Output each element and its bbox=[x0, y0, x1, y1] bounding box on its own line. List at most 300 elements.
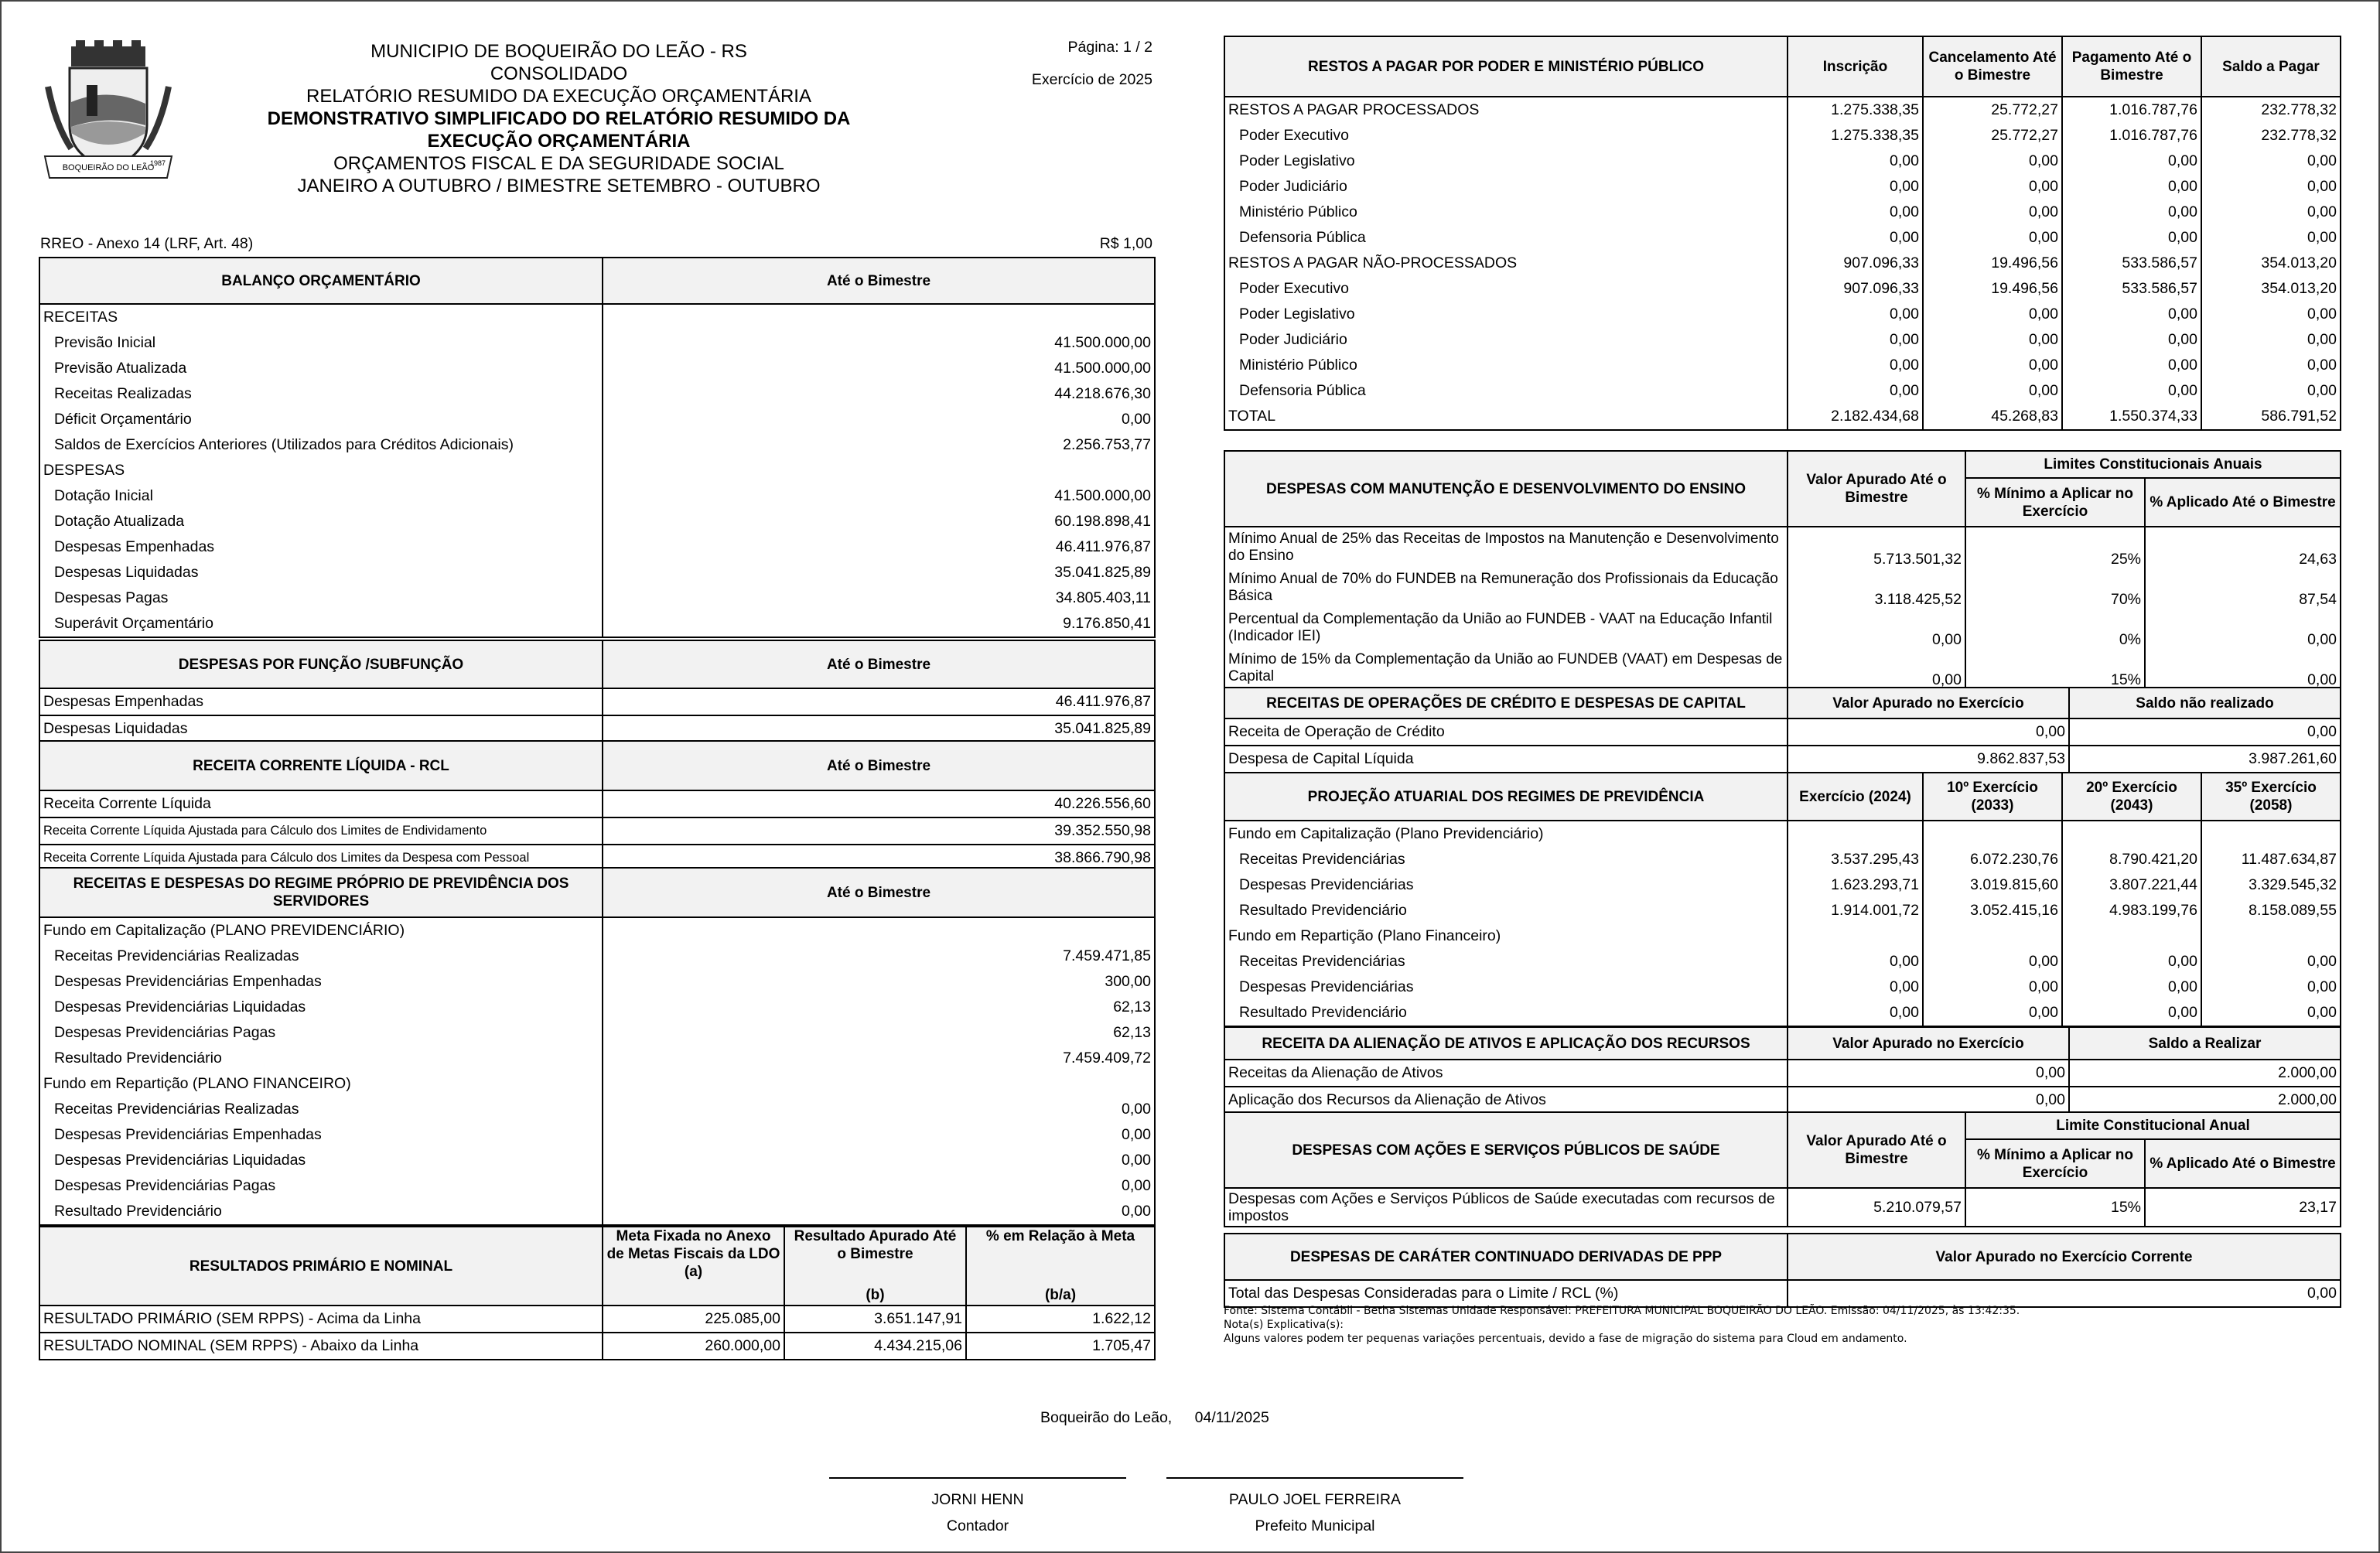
projecao-row-value-1 bbox=[1923, 923, 2062, 949]
restos-col-cancelamento: Cancelamento Até o Bimestre bbox=[1923, 36, 2062, 97]
restos-row-label: TOTAL bbox=[1224, 404, 1788, 430]
saude-row-min: 15% bbox=[1965, 1188, 2145, 1227]
restos-row-value-1: 19.496,56 bbox=[1923, 276, 2062, 302]
restos-row-value-3: 0,00 bbox=[2201, 200, 2341, 225]
rpps-row-label: Despesas Previdenciárias Empenhadas bbox=[39, 969, 603, 995]
restos-row-label: Poder Judiciário bbox=[1224, 174, 1788, 200]
restos-row-label: Ministério Público bbox=[1224, 200, 1788, 225]
restos-row-value-3: 232.778,32 bbox=[2201, 123, 2341, 148]
saude-row-apl: 23,17 bbox=[2145, 1188, 2341, 1227]
balanco-row bbox=[39, 483, 1155, 509]
resultados-title: RESULTADOS PRIMÁRIO E NOMINAL bbox=[39, 1227, 603, 1306]
ensino-row-label: Mínimo de 15% da Complementação da União ao FUNDEB (VAAT) em Despesas de Capital bbox=[1224, 648, 1788, 689]
rpps-row-label: Receitas Previdenciárias Realizadas bbox=[39, 1097, 603, 1122]
nota-title: Nota(s) Explicativa(s): bbox=[1224, 1319, 1344, 1331]
projecao-row bbox=[1224, 872, 2341, 898]
restos-row-value-0: 2.182.434,68 bbox=[1788, 404, 1923, 430]
resultados-col-a: Meta Fixada no Anexo de Metas Fiscais da LDO bbox=[606, 1228, 780, 1262]
alienacao-row-value-1: 0,00 bbox=[1788, 1087, 2069, 1114]
rpps-row bbox=[39, 1097, 1155, 1122]
restos-row-value-0: 0,00 bbox=[1788, 378, 1923, 404]
restos-row-label: RESTOS A PAGAR PROCESSADOS bbox=[1224, 97, 1788, 123]
funcao-row-label: Despesas Empenhadas bbox=[39, 688, 603, 715]
credito-row-label: Receita de Operação de Crédito bbox=[1224, 718, 1788, 746]
signature-block-2 bbox=[1166, 1486, 1463, 1539]
page-number: Página: 1 / 2 bbox=[1067, 39, 1152, 56]
funcao-row-value: 35.041.825,89 bbox=[603, 715, 1155, 742]
credito-row-value-1: 9.862.837,53 bbox=[1788, 746, 2069, 773]
rcl-col-header: Até o Bimestre bbox=[603, 741, 1155, 790]
alienacao-row-value-2: 2.000,00 bbox=[2069, 1087, 2341, 1114]
restos-row-value-0: 0,00 bbox=[1788, 225, 1923, 251]
rpps-row-value: 62,13 bbox=[603, 995, 1155, 1020]
projecao-row-value-0: 3.537.295,43 bbox=[1788, 847, 1923, 872]
projecao-row-label: Fundo em Capitalização (Plano Previdenciário) bbox=[1224, 821, 1788, 847]
projecao-row-value-0: 0,00 bbox=[1788, 949, 1923, 974]
ensino-row-min: 15% bbox=[1965, 648, 2145, 689]
ensino-row-apl: 0,00 bbox=[2145, 648, 2341, 689]
restos-row-value-3: 0,00 bbox=[2201, 302, 2341, 327]
funcao-table bbox=[39, 640, 1156, 743]
projecao-row bbox=[1224, 821, 2341, 847]
restos-row-value-2: 0,00 bbox=[2062, 327, 2201, 353]
projecao-row-label: Despesas Previdenciárias bbox=[1224, 872, 1788, 898]
resultados-col-b-sub: (b) bbox=[866, 1287, 885, 1303]
funcao-title: DESPESAS POR FUNÇÃO /SUBFUNÇÃO bbox=[39, 640, 603, 688]
restos-row-value-1: 0,00 bbox=[1923, 174, 2062, 200]
periodo-label: JANEIRO A OUTUBRO / BIMESTRE SETEMBRO - OUTUBRO bbox=[297, 176, 821, 196]
restos-row-value-0: 0,00 bbox=[1788, 302, 1923, 327]
rpps-row-value bbox=[603, 1071, 1155, 1097]
projecao-row-value-1 bbox=[1923, 821, 2062, 847]
balanco-row bbox=[39, 304, 1155, 330]
projecao-row-value-3 bbox=[2201, 821, 2341, 847]
restos-row-value-1: 0,00 bbox=[1923, 148, 2062, 174]
alienacao-row bbox=[1224, 1087, 2341, 1114]
balanco-row-value: 0,00 bbox=[603, 407, 1155, 432]
footer-date-line bbox=[1040, 1409, 1269, 1427]
anexo-label: RREO - Anexo 14 (LRF, Art. 48) bbox=[40, 235, 254, 252]
ensino-col-group: Limites Constitucionais Anuais bbox=[1965, 451, 2341, 478]
restos-row-value-1: 0,00 bbox=[1923, 225, 2062, 251]
credito-title: RECEITAS DE OPERAÇÕES DE CRÉDITO E DESPESAS DE CAPITAL bbox=[1224, 688, 1788, 718]
restos-row-value-3: 0,00 bbox=[2201, 378, 2341, 404]
projecao-row-value-3 bbox=[2201, 923, 2341, 949]
restos-row-value-0: 1.275.338,35 bbox=[1788, 97, 1923, 123]
rpps-col-header: Até o Bimestre bbox=[603, 868, 1155, 917]
saude-row-valor: 5.210.079,57 bbox=[1788, 1188, 1965, 1227]
balanco-title: BALANÇO ORÇAMENTÁRIO bbox=[39, 258, 603, 304]
projecao-col-2033: 10º Exercício (2033) bbox=[1923, 773, 2062, 821]
restos-row-value-1: 0,00 bbox=[1923, 353, 2062, 378]
rpps-title: RECEITAS E DESPESAS DO REGIME PRÓPRIO DE PREVIDÊNCIA DOS SERVIDORES bbox=[39, 868, 603, 917]
ensino-row bbox=[1224, 608, 2341, 648]
footer-date: 04/11/2025 bbox=[1194, 1409, 1269, 1426]
saude-col-min: % Mínimo a Aplicar no Exercício bbox=[1965, 1139, 2145, 1188]
restos-row-value-2: 0,00 bbox=[2062, 353, 2201, 378]
restos-row-value-3: 0,00 bbox=[2201, 353, 2341, 378]
ensino-row-apl: 0,00 bbox=[2145, 608, 2341, 648]
balanco-row bbox=[39, 458, 1155, 483]
alienacao-row bbox=[1224, 1060, 2341, 1087]
projecao-row-label: Resultado Previdenciário bbox=[1224, 1000, 1788, 1026]
saude-row-label: Despesas com Ações e Serviços Públicos de Saúde executadas com recursos de impostos bbox=[1224, 1188, 1788, 1227]
restos-row-value-1: 25.772,27 bbox=[1923, 123, 2062, 148]
projecao-title: PROJEÇÃO ATUARIAL DOS REGIMES DE PREVIDÊNCIA bbox=[1224, 773, 1788, 821]
projecao-row-value-3: 8.158.089,55 bbox=[2201, 898, 2341, 923]
rpps-row-value: 0,00 bbox=[603, 1173, 1155, 1199]
projecao-row-value-3: 0,00 bbox=[2201, 1000, 2341, 1026]
rcl-row-label: Receita Corrente Líquida bbox=[39, 790, 603, 817]
restos-row-label: Poder Executivo bbox=[1224, 276, 1788, 302]
restos-col-pagamento: Pagamento Até o Bimestre bbox=[2062, 36, 2201, 97]
projecao-row-value-0: 0,00 bbox=[1788, 974, 1923, 1000]
restos-col-inscricao: Inscrição bbox=[1788, 36, 1923, 97]
rpps-row-value bbox=[603, 917, 1155, 944]
balanco-row-label: Receitas Realizadas bbox=[39, 381, 603, 407]
balanco-row-value: 41.500.000,00 bbox=[603, 483, 1155, 509]
resultados-row bbox=[39, 1333, 1155, 1360]
balanco-row-value bbox=[603, 458, 1155, 483]
projecao-row-value-0: 1.623.293,71 bbox=[1788, 872, 1923, 898]
ensino-col-valor: Valor Apurado Até o Bimestre bbox=[1788, 451, 1965, 527]
rcl-table bbox=[39, 740, 1156, 872]
ensino-row-valor: 3.118.425,52 bbox=[1788, 568, 1965, 608]
restos-row bbox=[1224, 276, 2341, 302]
rpps-row bbox=[39, 969, 1155, 995]
svg-text:1987: 1987 bbox=[149, 159, 166, 167]
restos-row bbox=[1224, 97, 2341, 123]
resultados-col-b: Resultado Apurado Até o Bimestre bbox=[794, 1228, 957, 1262]
resultados-table bbox=[39, 1226, 1156, 1360]
rpps-row-value: 0,00 bbox=[603, 1097, 1155, 1122]
ensino-row-label: Mínimo Anual de 25% das Receitas de Impostos na Manutenção e Desenvolvimento do Ensino bbox=[1224, 527, 1788, 568]
projecao-col-2024: Exercício (2024) bbox=[1788, 773, 1923, 821]
projecao-row-value-3: 11.487.634,87 bbox=[2201, 847, 2341, 872]
ensino-row-apl: 87,54 bbox=[2145, 568, 2341, 608]
ensino-row bbox=[1224, 648, 2341, 689]
restos-col-saldo: Saldo a Pagar bbox=[2201, 36, 2341, 97]
projecao-row bbox=[1224, 847, 2341, 872]
footer-local: Boqueirão do Leão, bbox=[1040, 1409, 1173, 1426]
restos-row-value-3: 586.791,52 bbox=[2201, 404, 2341, 430]
restos-row-label: RESTOS A PAGAR NÃO-PROCESSADOS bbox=[1224, 251, 1788, 276]
restos-row-label: Poder Legislativo bbox=[1224, 302, 1788, 327]
restos-row-value-2: 533.586,57 bbox=[2062, 276, 2201, 302]
balanco-row bbox=[39, 560, 1155, 585]
rpps-row bbox=[39, 917, 1155, 944]
restos-table bbox=[1224, 36, 2341, 431]
credito-col1: Valor Apurado no Exercício bbox=[1788, 688, 2069, 718]
ensino-row-valor: 5.713.501,32 bbox=[1788, 527, 1965, 568]
ppp-table bbox=[1224, 1233, 2341, 1308]
projecao-row-value-3: 0,00 bbox=[2201, 974, 2341, 1000]
projecao-row-value-0 bbox=[1788, 923, 1923, 949]
orcamentos-label: ORÇAMENTOS FISCAL E DA SEGURIDADE SOCIAL bbox=[333, 153, 784, 174]
rpps-row bbox=[39, 1071, 1155, 1097]
signature-block-1 bbox=[829, 1486, 1126, 1539]
consolidado-label: CONSOLIDADO bbox=[490, 63, 628, 84]
rcl-row-value: 39.352.550,98 bbox=[603, 817, 1155, 845]
restos-row-value-1: 0,00 bbox=[1923, 200, 2062, 225]
restos-row-value-1: 19.496,56 bbox=[1923, 251, 2062, 276]
resultados-col-c: % em Relação à Meta bbox=[985, 1228, 1135, 1244]
restos-row-value-0: 907.096,33 bbox=[1788, 276, 1923, 302]
restos-row bbox=[1224, 225, 2341, 251]
projecao-row-value-2: 0,00 bbox=[2062, 974, 2201, 1000]
projecao-col-2058: 35º Exercício (2058) bbox=[2201, 773, 2341, 821]
rpps-row-label: Despesas Previdenciárias Liquidadas bbox=[39, 1148, 603, 1173]
restos-row bbox=[1224, 327, 2341, 353]
rpps-row-value: 0,00 bbox=[603, 1148, 1155, 1173]
ensino-row-label: Mínimo Anual de 70% do FUNDEB na Remuneração dos Profissionais da Educação Básica bbox=[1224, 568, 1788, 608]
restos-row-value-2: 0,00 bbox=[2062, 174, 2201, 200]
rpps-row-label: Despesas Previdenciárias Pagas bbox=[39, 1020, 603, 1046]
restos-row bbox=[1224, 353, 2341, 378]
rcl-row bbox=[39, 817, 1155, 845]
restos-row bbox=[1224, 123, 2341, 148]
rcl-row bbox=[39, 790, 1155, 817]
rcl-row-label: Receita Corrente Líquida Ajustada para Cálculo dos Limites da Despesa com Pessoal bbox=[39, 845, 603, 872]
projecao-row-value-1: 3.052.415,16 bbox=[1923, 898, 2062, 923]
credito-col2: Saldo não realizado bbox=[2069, 688, 2341, 718]
rpps-table bbox=[39, 867, 1156, 1226]
balanco-row-label: Dotação Atualizada bbox=[39, 509, 603, 534]
restos-row-value-0: 0,00 bbox=[1788, 200, 1923, 225]
projecao-row-value-1: 0,00 bbox=[1923, 949, 2062, 974]
balanco-row bbox=[39, 585, 1155, 611]
resultados-row-resultado: 4.434.215,06 bbox=[784, 1333, 966, 1360]
balanco-row-value: 41.500.000,00 bbox=[603, 356, 1155, 381]
rpps-row-value: 0,00 bbox=[603, 1199, 1155, 1225]
ppp-col-header: Valor Apurado no Exercício Corrente bbox=[1788, 1234, 2341, 1280]
credito-row-label: Despesa de Capital Líquida bbox=[1224, 746, 1788, 773]
balanco-row bbox=[39, 509, 1155, 534]
saude-col-group: Limite Constitucional Anual bbox=[1965, 1112, 2341, 1139]
balanco-row-value: 2.256.753,77 bbox=[603, 432, 1155, 458]
restos-row-value-2: 1.550.374,33 bbox=[2062, 404, 2201, 430]
rpps-row-label: Despesas Previdenciárias Empenhadas bbox=[39, 1122, 603, 1148]
resultados-col-a-sub: (a) bbox=[684, 1264, 703, 1280]
saude-col-valor: Valor Apurado Até o Bimestre bbox=[1788, 1112, 1965, 1188]
municipal-coat-of-arms-logo bbox=[40, 40, 176, 187]
restos-row-value-2: 0,00 bbox=[2062, 148, 2201, 174]
resultados-row-label: RESULTADO NOMINAL (SEM RPPS) - Abaixo da Linha bbox=[39, 1333, 603, 1360]
alienacao-col2: Saldo a Realizar bbox=[2069, 1027, 2341, 1060]
alienacao-row-label: Receitas da Alienação de Ativos bbox=[1224, 1060, 1788, 1087]
balanco-row-value: 41.500.000,00 bbox=[603, 330, 1155, 356]
funcao-col-header: Até o Bimestre bbox=[603, 640, 1155, 688]
saude-col-apl: % Aplicado Até o Bimestre bbox=[2145, 1139, 2341, 1188]
restos-row bbox=[1224, 302, 2341, 327]
restos-row-label: Poder Executivo bbox=[1224, 123, 1788, 148]
balanco-row bbox=[39, 534, 1155, 560]
report-header bbox=[186, 40, 932, 197]
projecao-col-2043: 20º Exercício (2043) bbox=[2062, 773, 2201, 821]
resultados-row-meta: 225.085,00 bbox=[603, 1306, 784, 1333]
ensino-title: DESPESAS COM MANUTENÇÃO E DESENVOLVIMENTO DO ENSINO bbox=[1224, 451, 1788, 527]
ensino-row-min: 70% bbox=[1965, 568, 2145, 608]
rpps-row-value: 0,00 bbox=[603, 1122, 1155, 1148]
currency-label: R$ 1,00 bbox=[1099, 235, 1152, 252]
restos-row-value-2: 1.016.787,76 bbox=[2062, 97, 2201, 123]
resultados-row-percent: 1.705,47 bbox=[966, 1333, 1155, 1360]
alienacao-col1: Valor Apurado no Exercício bbox=[1788, 1027, 2069, 1060]
resultados-row bbox=[39, 1306, 1155, 1333]
projecao-row-value-2 bbox=[2062, 821, 2201, 847]
rpps-row-value: 7.459.471,85 bbox=[603, 944, 1155, 969]
rcl-row-label: Receita Corrente Líquida Ajustada para Cálculo dos Limites de Endividamento bbox=[39, 817, 603, 845]
credito-row-value-2: 0,00 bbox=[2069, 718, 2341, 746]
exercicio-label: Exercício de 2025 bbox=[1031, 71, 1152, 88]
restos-row bbox=[1224, 200, 2341, 225]
restos-row-value-0: 0,00 bbox=[1788, 353, 1923, 378]
rpps-row-label: Despesas Previdenciárias Liquidadas bbox=[39, 995, 603, 1020]
projecao-row-label: Receitas Previdenciárias bbox=[1224, 949, 1788, 974]
ensino-row-valor: 0,00 bbox=[1788, 648, 1965, 689]
restos-row bbox=[1224, 148, 2341, 174]
projecao-row-value-1: 3.019.815,60 bbox=[1923, 872, 2062, 898]
balanco-row-value: 46.411.976,87 bbox=[603, 534, 1155, 560]
projecao-row-value-2 bbox=[2062, 923, 2201, 949]
credito-row bbox=[1224, 746, 2341, 773]
restos-row-value-1: 0,00 bbox=[1923, 378, 2062, 404]
projecao-row-value-0: 0,00 bbox=[1788, 1000, 1923, 1026]
balanco-row-label: Despesas Liquidadas bbox=[39, 560, 603, 585]
ensino-row-label: Percentual da Complementação da União ao FUNDEB - VAAT na Educação Infantil (Indicador IEI) bbox=[1224, 608, 1788, 648]
rpps-row bbox=[39, 995, 1155, 1020]
ensino-row bbox=[1224, 527, 2341, 568]
projecao-row-value-2: 4.983.199,76 bbox=[2062, 898, 2201, 923]
demonstrativo-title-1: DEMONSTRATIVO SIMPLIFICADO DO RELATÓRIO RESUMIDO DA bbox=[267, 108, 851, 129]
balanco-row-value: 60.198.898,41 bbox=[603, 509, 1155, 534]
demonstrativo-title-2: EXECUÇÃO ORÇAMENTÁRIA bbox=[427, 131, 691, 152]
sig1-name: JORNI HENN bbox=[931, 1491, 1024, 1508]
restos-row-value-1: 0,00 bbox=[1923, 327, 2062, 353]
rpps-row bbox=[39, 1173, 1155, 1199]
restos-row-value-0: 907.096,33 bbox=[1788, 251, 1923, 276]
projecao-row-value-2: 0,00 bbox=[2062, 1000, 2201, 1026]
sig1-role: Contador bbox=[946, 1517, 1009, 1534]
rcl-row-value: 38.866.790,98 bbox=[603, 845, 1155, 872]
rpps-row-label: Despesas Previdenciárias Pagas bbox=[39, 1173, 603, 1199]
balanco-row bbox=[39, 407, 1155, 432]
balanco-row-value: 34.805.403,11 bbox=[603, 585, 1155, 611]
resultados-row-resultado: 3.651.147,91 bbox=[784, 1306, 966, 1333]
restos-row bbox=[1224, 251, 2341, 276]
projecao-row bbox=[1224, 1000, 2341, 1026]
projecao-row-label: Fundo em Repartição (Plano Financeiro) bbox=[1224, 923, 1788, 949]
ppp-title: DESPESAS DE CARÁTER CONTINUADO DERIVADAS DE PPP bbox=[1224, 1234, 1788, 1280]
projecao-row-label: Receitas Previdenciárias bbox=[1224, 847, 1788, 872]
ensino-row-valor: 0,00 bbox=[1788, 608, 1965, 648]
restos-row-value-3: 0,00 bbox=[2201, 174, 2341, 200]
balanco-row-label: Déficit Orçamentário bbox=[39, 407, 603, 432]
restos-row-value-2: 0,00 bbox=[2062, 225, 2201, 251]
projecao-row bbox=[1224, 923, 2341, 949]
restos-row-label: Poder Judiciário bbox=[1224, 327, 1788, 353]
restos-row-value-0: 0,00 bbox=[1788, 174, 1923, 200]
restos-row-value-3: 0,00 bbox=[2201, 327, 2341, 353]
projecao-table bbox=[1224, 772, 2341, 1027]
alienacao-row-value-1: 0,00 bbox=[1788, 1060, 2069, 1087]
balanco-row bbox=[39, 381, 1155, 407]
restos-row-value-2: 0,00 bbox=[2062, 378, 2201, 404]
restos-row-value-3: 354.013,20 bbox=[2201, 251, 2341, 276]
balanco-row-label: Previsão Atualizada bbox=[39, 356, 603, 381]
balanco-row-value: 35.041.825,89 bbox=[603, 560, 1155, 585]
rcl-row-value: 40.226.556,60 bbox=[603, 790, 1155, 817]
balanco-row-value bbox=[603, 304, 1155, 330]
restos-row bbox=[1224, 378, 2341, 404]
projecao-row-value-2: 3.807.221,44 bbox=[2062, 872, 2201, 898]
ensino-table bbox=[1224, 450, 2341, 690]
projecao-row-value-1: 6.072.230,76 bbox=[1923, 847, 2062, 872]
funcao-row-value: 46.411.976,87 bbox=[603, 688, 1155, 715]
balanco-row-label: DESPESAS bbox=[39, 458, 603, 483]
projecao-row-value-0: 1.914.001,72 bbox=[1788, 898, 1923, 923]
projecao-row-value-0 bbox=[1788, 821, 1923, 847]
balanco-row-label: Despesas Pagas bbox=[39, 585, 603, 611]
rpps-row bbox=[39, 1199, 1155, 1225]
balanco-row-label: Despesas Empenhadas bbox=[39, 534, 603, 560]
alienacao-title: RECEITA DA ALIENAÇÃO DE ATIVOS E APLICAÇÃO DOS RECURSOS bbox=[1224, 1027, 1788, 1060]
funcao-row bbox=[39, 688, 1155, 715]
sig2-role: Prefeito Municipal bbox=[1255, 1517, 1375, 1534]
ensino-col-min: % Mínimo a Aplicar no Exercício bbox=[1965, 478, 2145, 527]
restos-row-value-2: 0,00 bbox=[2062, 302, 2201, 327]
credito-table bbox=[1224, 687, 2341, 773]
saude-table bbox=[1224, 1111, 2341, 1227]
alienacao-table bbox=[1224, 1026, 2341, 1114]
signature-line-1 bbox=[829, 1477, 1126, 1479]
saude-title: DESPESAS COM AÇÕES E SERVIÇOS PÚBLICOS DE SAÚDE bbox=[1224, 1112, 1788, 1188]
restos-row-value-3: 232.778,32 bbox=[2201, 97, 2341, 123]
restos-row-value-2: 1.016.787,76 bbox=[2062, 123, 2201, 148]
rpps-row-value: 300,00 bbox=[603, 969, 1155, 995]
balanco-table bbox=[39, 257, 1156, 638]
resultados-row-percent: 1.622,12 bbox=[966, 1306, 1155, 1333]
rpps-row bbox=[39, 944, 1155, 969]
rpps-row bbox=[39, 1020, 1155, 1046]
projecao-row-label: Despesas Previdenciárias bbox=[1224, 974, 1788, 1000]
balanco-row-label: Previsão Inicial bbox=[39, 330, 603, 356]
ensino-col-apl: % Aplicado Até o Bimestre bbox=[2145, 478, 2341, 527]
projecao-row-value-2: 8.790.421,20 bbox=[2062, 847, 2201, 872]
ensino-row-apl: 24,63 bbox=[2145, 527, 2341, 568]
restos-row-value-2: 0,00 bbox=[2062, 200, 2201, 225]
ppp-row-label: Total das Despesas Consideradas para o Limite / RCL (%) bbox=[1224, 1280, 1788, 1307]
projecao-row-value-3: 0,00 bbox=[2201, 949, 2341, 974]
funcao-row bbox=[39, 715, 1155, 742]
svg-text:BOQUEIRÃO DO LEÃO: BOQUEIRÃO DO LEÃO bbox=[62, 163, 155, 172]
restos-row-value-0: 1.275.338,35 bbox=[1788, 123, 1923, 148]
municipio-title: MUNICIPIO DE BOQUEIRÃO DO LEÃO - RS bbox=[370, 41, 747, 62]
balanco-row-value: 9.176.850,41 bbox=[603, 611, 1155, 637]
restos-row-label: Defensoria Pública bbox=[1224, 225, 1788, 251]
rpps-row bbox=[39, 1148, 1155, 1173]
restos-row-value-0: 0,00 bbox=[1788, 148, 1923, 174]
rpps-row-label: Resultado Previdenciário bbox=[39, 1199, 603, 1225]
balanco-row-label: Dotação Inicial bbox=[39, 483, 603, 509]
balanco-col-header: Até o Bimestre bbox=[603, 258, 1155, 304]
rcl-title: RECEITA CORRENTE LÍQUIDA - RCL bbox=[39, 741, 603, 790]
credito-row-value-1: 0,00 bbox=[1788, 718, 2069, 746]
resultados-row-label: RESULTADO PRIMÁRIO (SEM RPPS) - Acima da Linha bbox=[39, 1306, 603, 1333]
balanco-row bbox=[39, 330, 1155, 356]
restos-row-label: Defensoria Pública bbox=[1224, 378, 1788, 404]
credito-row bbox=[1224, 718, 2341, 746]
